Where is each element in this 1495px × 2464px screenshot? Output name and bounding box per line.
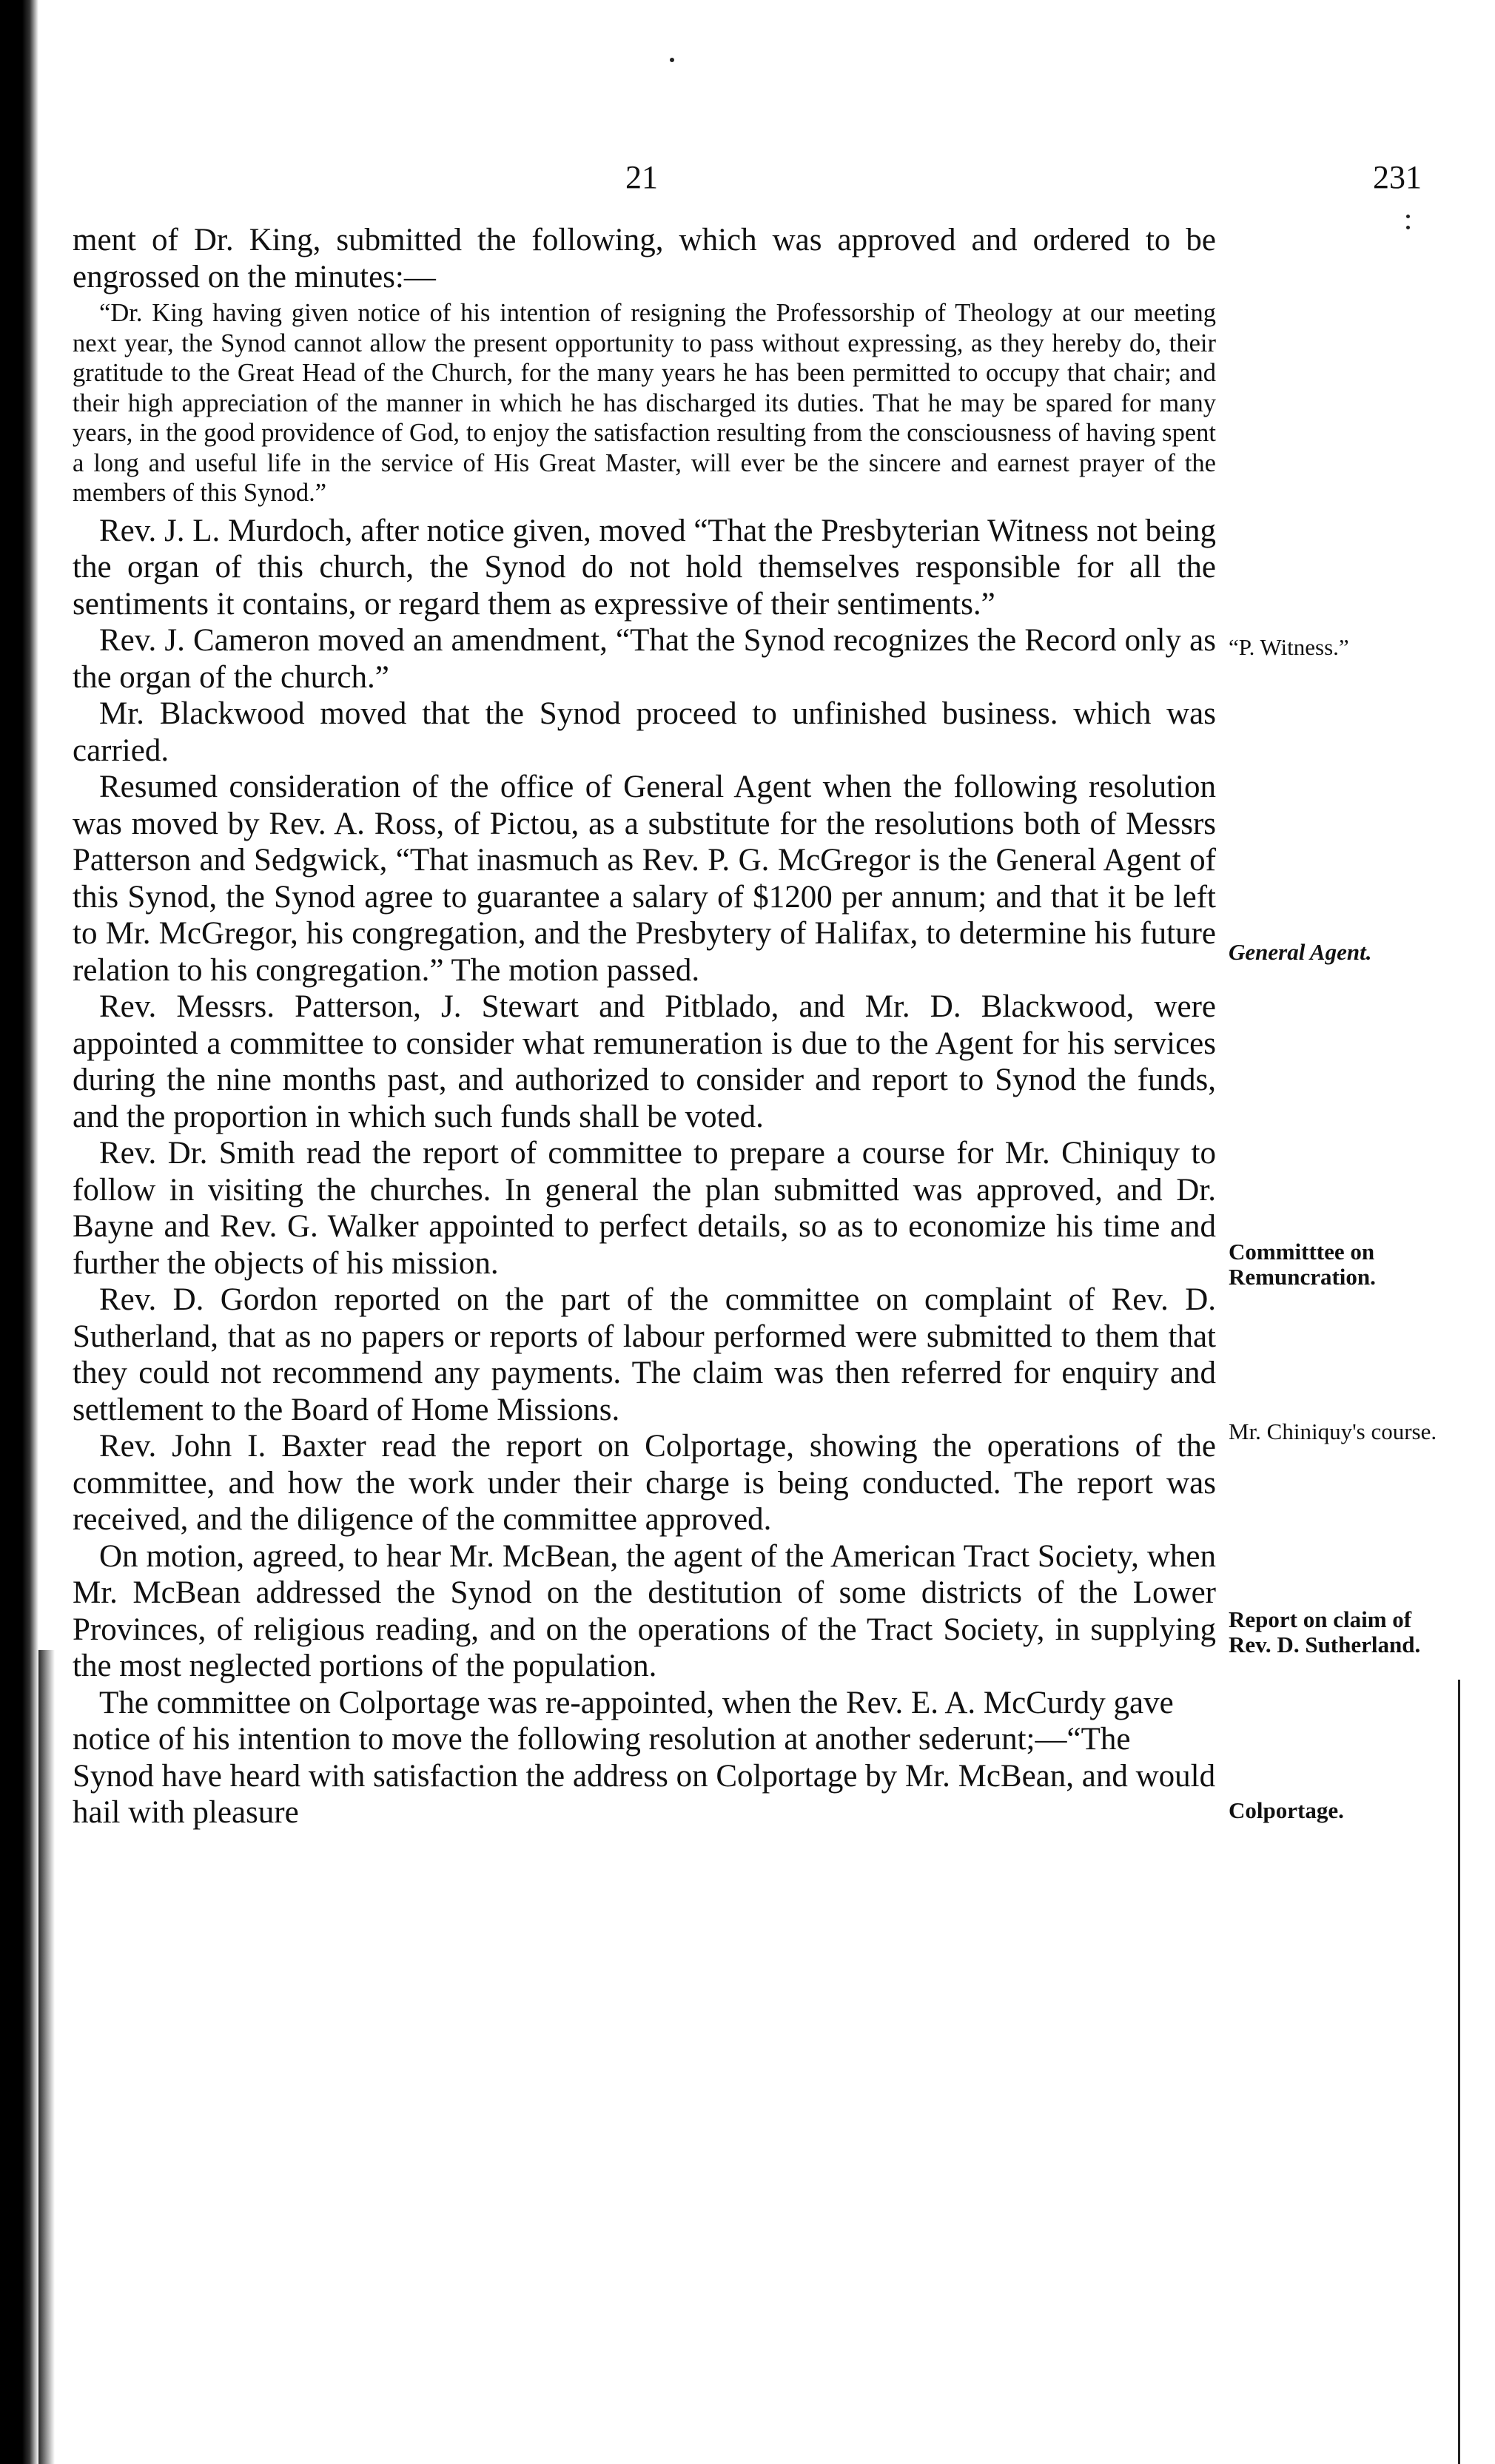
margin-note-sutherland-claim: Report on claim of Rev. D. Sutherland. xyxy=(1229,1606,1421,1657)
paragraph: On motion, agreed, to hear Mr. McBean, the agent of the American Tract Society, when Mr. McBean addressed the Synod on the destitution of some districts of the Lower Provinces, of religious reading, and on the operations of the Tract Society, in supplying the most neglected portions of the population. xyxy=(73,1538,1216,1683)
margin-note-chiniquy: Mr. Chiniquy's course. xyxy=(1229,1418,1437,1444)
paragraph: The committee on Colportage was re-appointed, when the Rev. E. A. McCurdy gave notice of his intention to move the following resolution at another sederunt;—“The Synod have heard with satisfaction the address on Colportage by Mr. McBean, and would hail with pleasure xyxy=(73,1685,1216,1830)
page-number-right: 231 xyxy=(1373,159,1422,195)
paragraph: Rev. J. L. Murdoch, after notice given, moved “That the Presbyterian Witness not being the organ of this church, the Synod do not hold themselves responsible for all the sentiments it contains, or regard them as expressive of their sentiments.” xyxy=(73,513,1216,622)
paragraph: Rev. J. Cameron moved an amendment, “That the Synod recognizes the Record only as the organ of the church.” xyxy=(73,623,1216,695)
paragraph: Resumed consideration of the office of General Agent when the following resolution was moved by Rev. A. Ross, of Pictou, as a substitute for the resolutions both of Messrs Patterson and Sedgwick, “That inasmuch as Rev. P. G. McGregor is the General Agent of this Synod, the Synod agree to guarantee a salary of $1200 per annum; and that it be left to Mr. McGregor, his congregation, and the Presbytery of Halifax, to determine his future relation to his congregation.” The motion passed. xyxy=(73,770,1216,988)
paragraph: Rev. John I. Baxter read the report on Colportage, showing the operations of the committee, and how the work under their charge is being conducted. The report was received, and the diligence of the committee approved. xyxy=(73,1429,1216,1537)
speck xyxy=(1406,226,1410,229)
margin-note-colportage: Colportage. xyxy=(1229,1797,1344,1823)
margin-note-remuneration: Committtee on Remuncration. xyxy=(1229,1239,1376,1290)
page-number-center: 21 xyxy=(625,159,658,195)
book-spine-shadow xyxy=(0,0,38,2464)
paragraph: Rev. D. Gordon reported on the part of the committee on complaint of Rev. D. Sutherland, that as no papers or reports of labour performed were submitted to them that they could not recommend any payments. The claim was then referred for enquiry and settlement to the Board of Home Missions. xyxy=(73,1282,1216,1427)
paragraph: ment of Dr. King, submitted the following, which was approved and ordered to be engrossed on the minutes:— xyxy=(73,223,1216,294)
paragraph: Rev. Messrs. Patterson, J. Stewart and Pitblado, and Mr. D. Blackwood, were appointed a committee to consider what remuneration is due to the Agent for his services during the nine months past, and authorized to consider and report to Synod the funds, and the proportion in which such funds shall be voted. xyxy=(73,989,1216,1134)
paragraph: Mr. Blackwood moved that the Synod proceed to unfinished business. which was carried. xyxy=(73,696,1216,768)
binding-shadow xyxy=(38,1650,55,2464)
margin-note-witness: “P. Witness.” xyxy=(1229,634,1349,660)
speck xyxy=(670,58,674,62)
page-edge-line xyxy=(1458,1680,1460,2464)
paragraph: Rev. Dr. Smith read the report of committee to prepare a course for Mr. Chiniquy to follow in visiting the churches. In general the plan submitted was approved, and Dr. Bayne and Rev. G. Walker appointed to perfect details, so as to economize his time and further the objects of his mission. xyxy=(73,1136,1216,1281)
quoted-resolution: “Dr. King having given notice of his intention of resigning the Professorship of Theology at our meeting next year, the Synod cannot allow the present opportunity to pass without expressing, as they hereby do, their gratitude to the Great Head of the Church, for the many years he has been permitted to occupy that chair; and their high appreciation of the manner in which he has discharged its duties. That he may be spared for many years, in the good providence of God, to enjoy the satisfaction resulting from the consciousness of having spent a long and useful life in the service of His Great Master, will ever be the sincere and earnest prayer of the members of this Synod.” xyxy=(73,299,1216,507)
main-text-column xyxy=(73,222,1216,1831)
speck xyxy=(1406,215,1410,218)
margin-note-general-agent: General Agent. xyxy=(1229,939,1372,965)
